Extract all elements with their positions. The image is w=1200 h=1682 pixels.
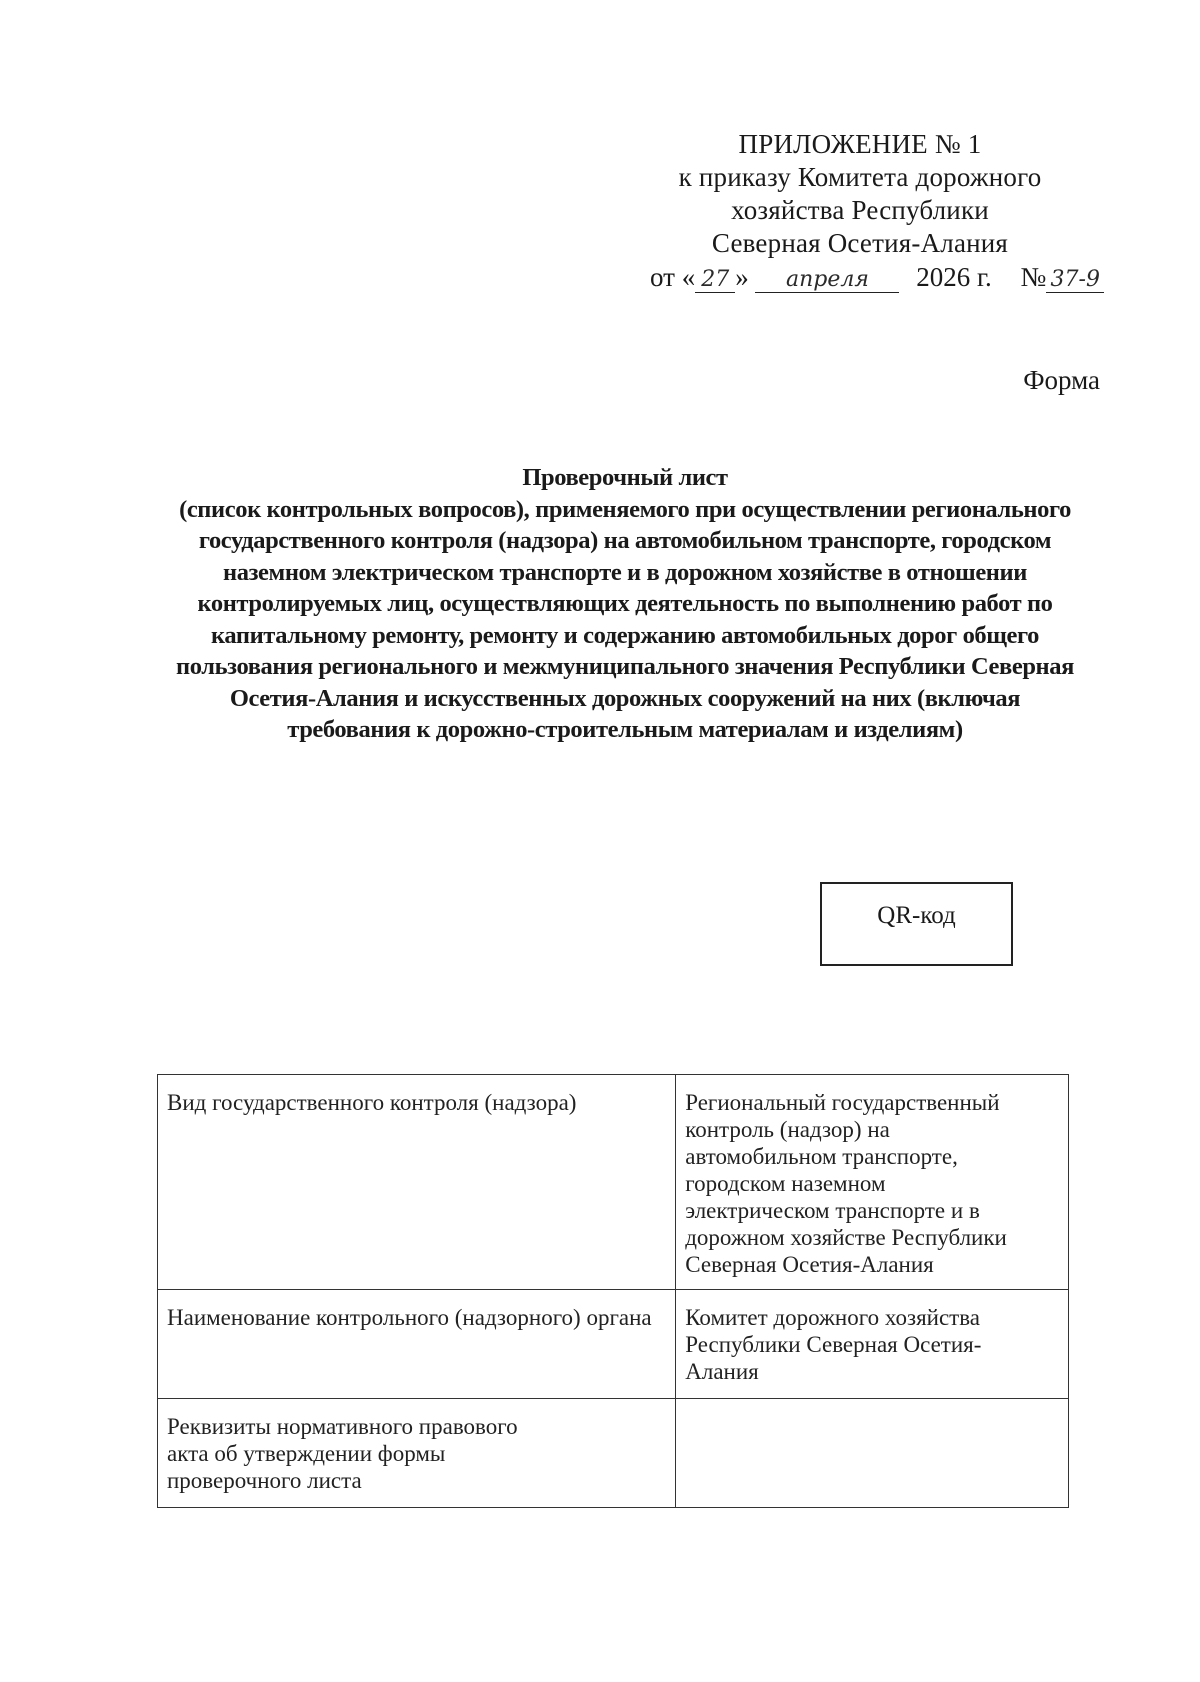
order-number-field [1046, 264, 1104, 293]
title-line: наземном электрическом транспорте и в дорожном хозяйстве в отношении [223, 558, 1027, 586]
order-number-handwritten: 37-9 [1050, 267, 1100, 292]
table-cell-value: Региональный государственный контроль (надзор) на автомобильном транспорте, городском наземном электрическом транспорте и в дорожном хозяйстве Республики Северная Осетия-Алания [676, 1075, 1069, 1290]
date-prefix: от « [650, 262, 696, 292]
number-prefix: № [1020, 262, 1047, 292]
table-cell-value [676, 1399, 1069, 1508]
qr-code-label: QR-код [877, 902, 956, 929]
date-month-field [755, 264, 899, 293]
title-line: пользования регионального и межмуниципального значения Республики Северная [176, 653, 1074, 680]
table-row [158, 1399, 1069, 1508]
table-row [158, 1075, 1069, 1290]
table-cell-label: Реквизиты нормативного правового акта об утверждении формы проверочного листа [158, 1399, 676, 1508]
table-cell-label: Вид государственного контроля (надзора) [158, 1075, 676, 1290]
title-line: капитальному ремонту, ремонту и содержанию автомобильных дорог общего [211, 621, 1039, 649]
date-month-handwritten: апреля [785, 267, 869, 292]
title-line: Осетия-Алания и искусственных дорожных сооружений на них (включая [229, 684, 1021, 712]
date-day-field [695, 264, 735, 293]
table-cell-label: Наименование контрольного (надзорного) органа [158, 1290, 676, 1399]
title-line: контролируемых лиц, осуществляющих деятельность по выполнению работ по [197, 590, 1053, 617]
title-line: требования к дорожно-строительным материалам и изделиям) [287, 716, 963, 743]
table-row [158, 1290, 1069, 1399]
title-line: государственного контроля (надзора) на автомобильном транспорте, городском [198, 527, 1052, 554]
order-date-line [650, 261, 1190, 294]
title-heading: Проверочный лист [522, 464, 728, 491]
appendix-order-ref-3: Северная Осетия-Алания [711, 228, 1009, 258]
appendix-order-ref: к приказу Комитета дорожного [678, 162, 1042, 192]
form-label: Форма [1023, 365, 1100, 395]
control-info-table [157, 1074, 1069, 1508]
date-day-handwritten: 27 [701, 267, 730, 292]
appendix-number: ПРИЛОЖЕНИЕ № 1 [738, 129, 982, 159]
appendix-order-ref-2: хозяйства Республики [731, 195, 989, 225]
table-cell-value: Комитет дорожного хозяйства Республики Северная Осетия- Алания [676, 1290, 1069, 1399]
date-year: 2026 г. [916, 262, 992, 292]
document-title [150, 462, 1100, 746]
qr-code-placeholder [820, 882, 1013, 966]
date-mid: » [735, 262, 749, 292]
appendix-header [560, 128, 1160, 260]
title-line: (список контрольных вопросов), применяемого при осуществлении регионального [179, 495, 1071, 523]
